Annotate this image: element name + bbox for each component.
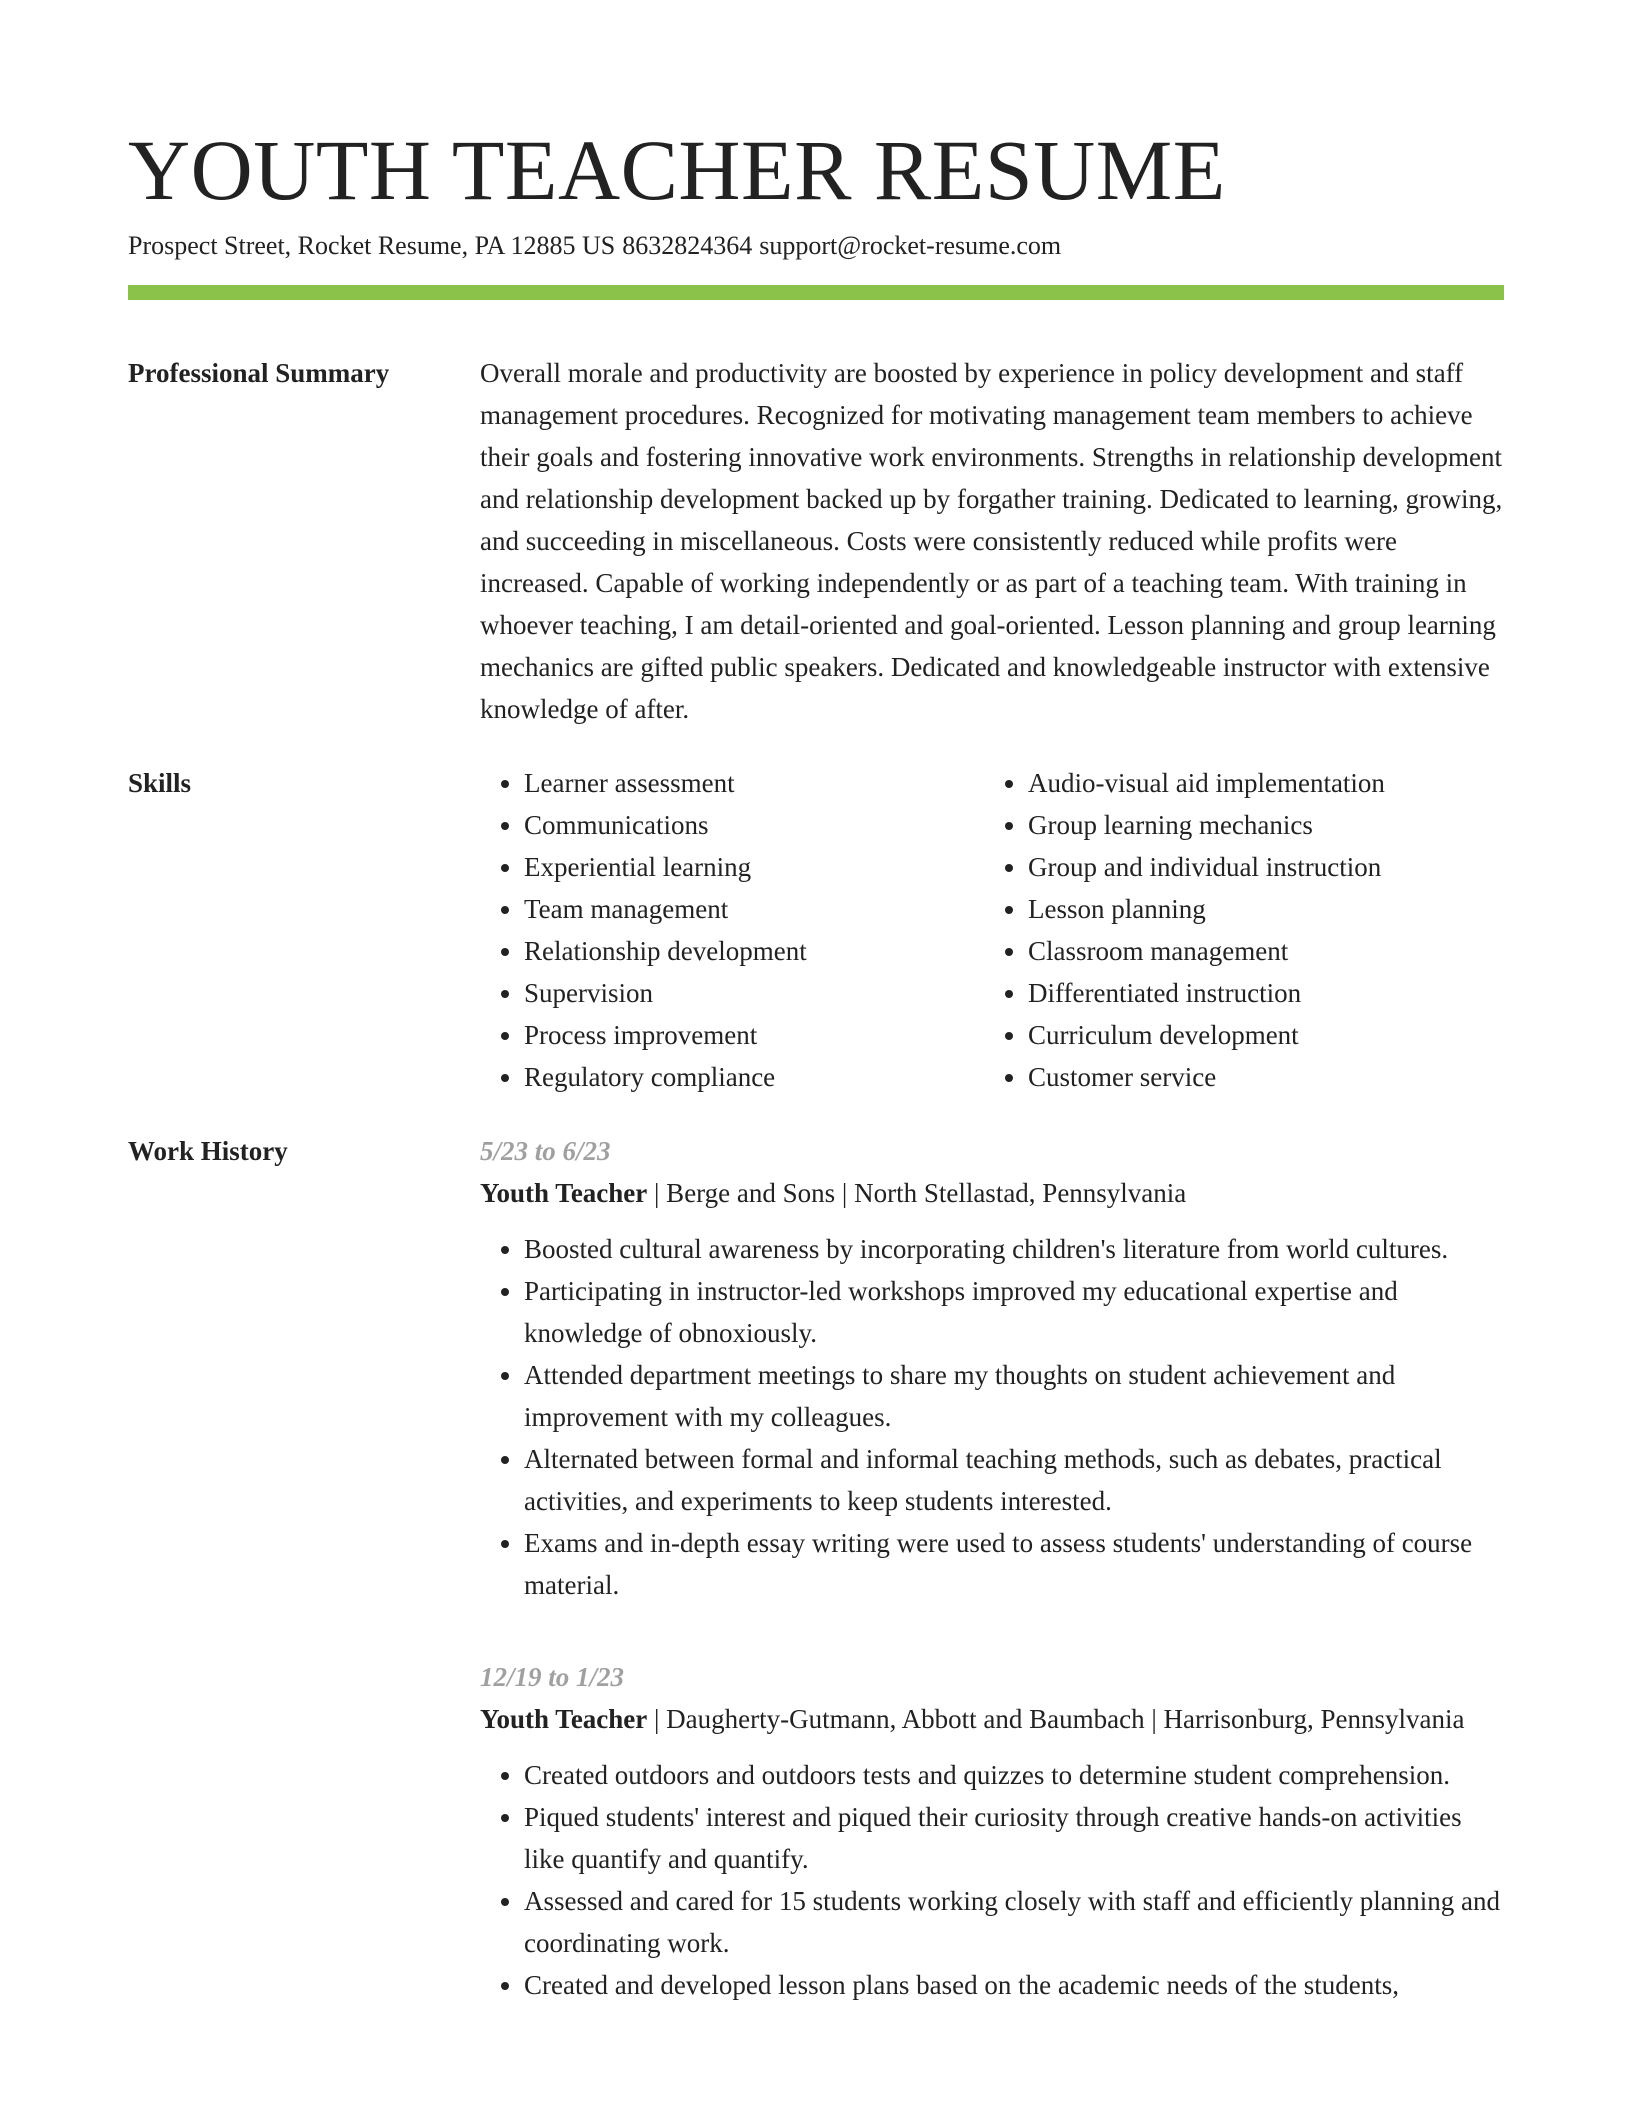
job-title: Youth Teacher	[480, 1178, 648, 1208]
job-company-location: | Daugherty-Gutmann, Abbott and Baumbach | Harrisonburg, Pennsylvania	[647, 1704, 1465, 1734]
job-heading	[480, 1172, 1504, 1214]
skill-item: • Team management	[524, 888, 984, 930]
job-duty: • Piqued students' interest and piqued their curiosity through creative hands-on activities like quantify and quantify.	[524, 1796, 1504, 1880]
skill-item: • Group and individual instruction	[1028, 846, 1528, 888]
contact-email: support@rocket-resume.com	[759, 231, 1062, 260]
skill-item: • Group learning mechanics	[1028, 804, 1528, 846]
job-duty: • Participating in instructor-led workshops improved my educational expertise and knowledge of obnoxiously.	[524, 1270, 1504, 1354]
summary-heading: Professional Summary	[128, 358, 390, 388]
skill-item: • Supervision	[524, 972, 984, 1014]
job-duty: • Exams and in-depth essay writing were used to assess students' understanding of course material.	[524, 1522, 1504, 1606]
skill-item: • Learner assessment	[524, 762, 984, 804]
skills-list-right	[984, 762, 1528, 1098]
skills-list-left	[480, 762, 984, 1098]
contact-phone: 8632824364	[622, 231, 753, 260]
skill-item: • Regulatory compliance	[524, 1056, 984, 1098]
job-duty: • Created outdoors and outdoors tests and quizzes to determine student comprehension.	[524, 1754, 1504, 1796]
contact-address: Prospect Street, Rocket Resume, PA 12885 US	[128, 231, 616, 260]
job-date: 5/23 to 6/23	[480, 1136, 611, 1166]
job-title: Youth Teacher	[480, 1704, 648, 1734]
job-entry	[480, 1130, 1504, 1606]
skill-item: • Process improvement	[524, 1014, 984, 1056]
job-duty: • Attended department meetings to share my thoughts on student achievement and improvement with my colleagues.	[524, 1354, 1504, 1438]
job-duties-list	[480, 1754, 1504, 2006]
job-duty: • Assessed and cared for 15 students working closely with staff and efficiently planning and coordinating work.	[524, 1880, 1504, 1964]
job-duty: • Created and developed lesson plans based on the academic needs of the students,	[524, 1964, 1504, 2006]
skill-item: • Experiential learning	[524, 846, 984, 888]
skill-item: • Audio-visual aid implementation	[1028, 762, 1528, 804]
resume-page	[128, 120, 1504, 2056]
job-company-location: | Berge and Sons | North Stellastad, Pennsylvania	[647, 1178, 1187, 1208]
work-history-heading: Work History	[128, 1136, 288, 1166]
resume-title: YOUTH TEACHER RESUME	[128, 122, 1226, 218]
summary-section	[128, 352, 1504, 730]
skill-item: • Curriculum development	[1028, 1014, 1528, 1056]
summary-text: Overall morale and productivity are boosted by experience in policy development and staff management procedures. Recognized for motivating management team members to achieve their goals and fostering innovative work environments. Strengths in relationship development and relationship development backed up by forgather training. Dedicated to learning, growing, and succeeding in miscellaneous. Costs were consistently reduced while profits were increased. Capable of working independently or as part of a teaching team. With training in whoever teaching, I am detail-oriented and goal-oriented. Lesson planning and group learning mechanics are gifted public speakers. Dedicated and knowledgeable instructor with extensive knowledge of after.	[480, 358, 1503, 724]
skill-item: • Relationship development	[524, 930, 984, 972]
skill-item: • Differentiated instruction	[1028, 972, 1528, 1014]
job-duties-list	[480, 1228, 1504, 1606]
contact-line	[128, 228, 1504, 264]
job-date: 12/19 to 1/23	[480, 1662, 625, 1692]
skill-item: • Customer service	[1028, 1056, 1528, 1098]
header-divider	[128, 285, 1504, 300]
skills-section	[128, 762, 1504, 1098]
job-duty: • Boosted cultural awareness by incorporating children's literature from world cultures.	[524, 1228, 1504, 1270]
skills-heading: Skills	[128, 768, 192, 798]
job-heading	[480, 1698, 1504, 1740]
skill-item: • Lesson planning	[1028, 888, 1528, 930]
work-history-section	[128, 1130, 1504, 2056]
job-duty: • Alternated between formal and informal teaching methods, such as debates, practical activities, and experiments to keep students interested.	[524, 1438, 1504, 1522]
job-entry	[480, 1656, 1504, 2006]
skill-item: • Communications	[524, 804, 984, 846]
skill-item: • Classroom management	[1028, 930, 1528, 972]
